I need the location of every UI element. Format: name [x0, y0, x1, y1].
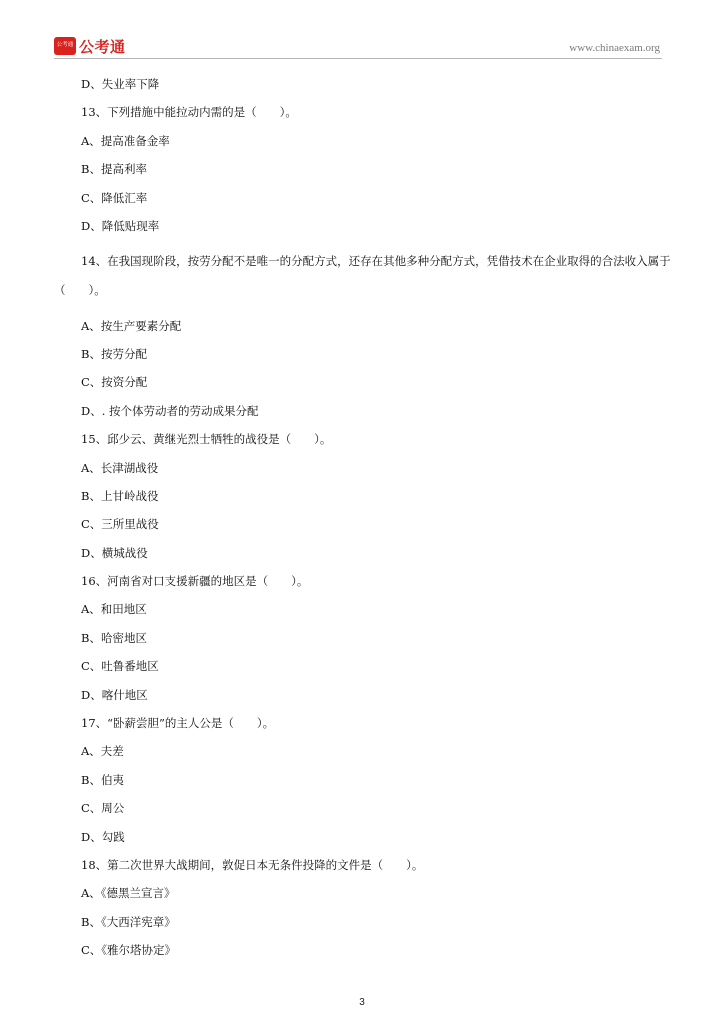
option-line: B、按劳分配: [81, 346, 147, 361]
header-divider: [54, 58, 662, 59]
option-line: A、提高准备金率: [81, 133, 170, 148]
question-line: 14、在我国现阶段，按劳分配不是唯一的分配方式，还存在其他多种分配方式，凭借技术在企业取得的合法收入属于（ ）。: [54, 254, 671, 297]
site-url: www.chinaexam.org: [569, 42, 660, 54]
option-line: D、. 按个体劳动者的劳动成果分配: [81, 403, 259, 418]
option-line: C、三所里战役: [81, 517, 159, 532]
option-line: A、夫差: [81, 744, 124, 759]
question-line: 17、“卧薪尝胆”的主人公是（ ）。: [81, 716, 275, 731]
option-line: B、上甘岭战役: [81, 488, 159, 503]
option-line: D、失业率下降: [81, 77, 160, 91]
option-line: C、按资分配: [81, 375, 148, 390]
option-line: A、和田地区: [81, 602, 147, 617]
question-line: 15、邱少云、黄继光烈士牺牲的战役是（ ）。: [81, 432, 332, 447]
option-line: B、伯夷: [81, 772, 124, 787]
option-line: A、《德黑兰宣言》: [81, 886, 176, 901]
option-line: C、降低汇率: [81, 190, 148, 205]
question-line: 18、第二次世界大战期间，敦促日本无条件投降的文件是（ ）。: [81, 857, 424, 872]
option-line: B、提高利率: [81, 162, 147, 177]
option-line: C、周公: [81, 801, 125, 816]
option-line: D、喀什地区: [81, 687, 148, 702]
question-line: 13、下列措施中能拉动内需的是（ ）。: [81, 105, 297, 120]
option-line: D、横城战役: [81, 545, 148, 560]
option-line: A、长津湖战役: [81, 460, 159, 475]
logo-badge-icon: 公考通: [54, 37, 76, 55]
option-line: A、按生产要素分配: [81, 318, 182, 333]
option-line: C、《雅尔塔协定》: [81, 943, 177, 958]
option-line: B、《大西洋宪章》: [81, 914, 176, 929]
option-line: B、哈密地区: [81, 630, 147, 645]
option-line: D、降低贴现率: [81, 218, 160, 233]
page-header: [54, 34, 660, 58]
question-line: 16、河南省对口支援新疆的地区是（ ）。: [81, 574, 309, 589]
document-body: [54, 77, 671, 972]
option-line: D、勾践: [81, 829, 125, 844]
page-number: 3: [359, 997, 365, 1008]
option-line: C、吐鲁番地区: [81, 659, 159, 674]
logo: [54, 36, 126, 56]
logo-text: 公考通: [79, 37, 126, 56]
